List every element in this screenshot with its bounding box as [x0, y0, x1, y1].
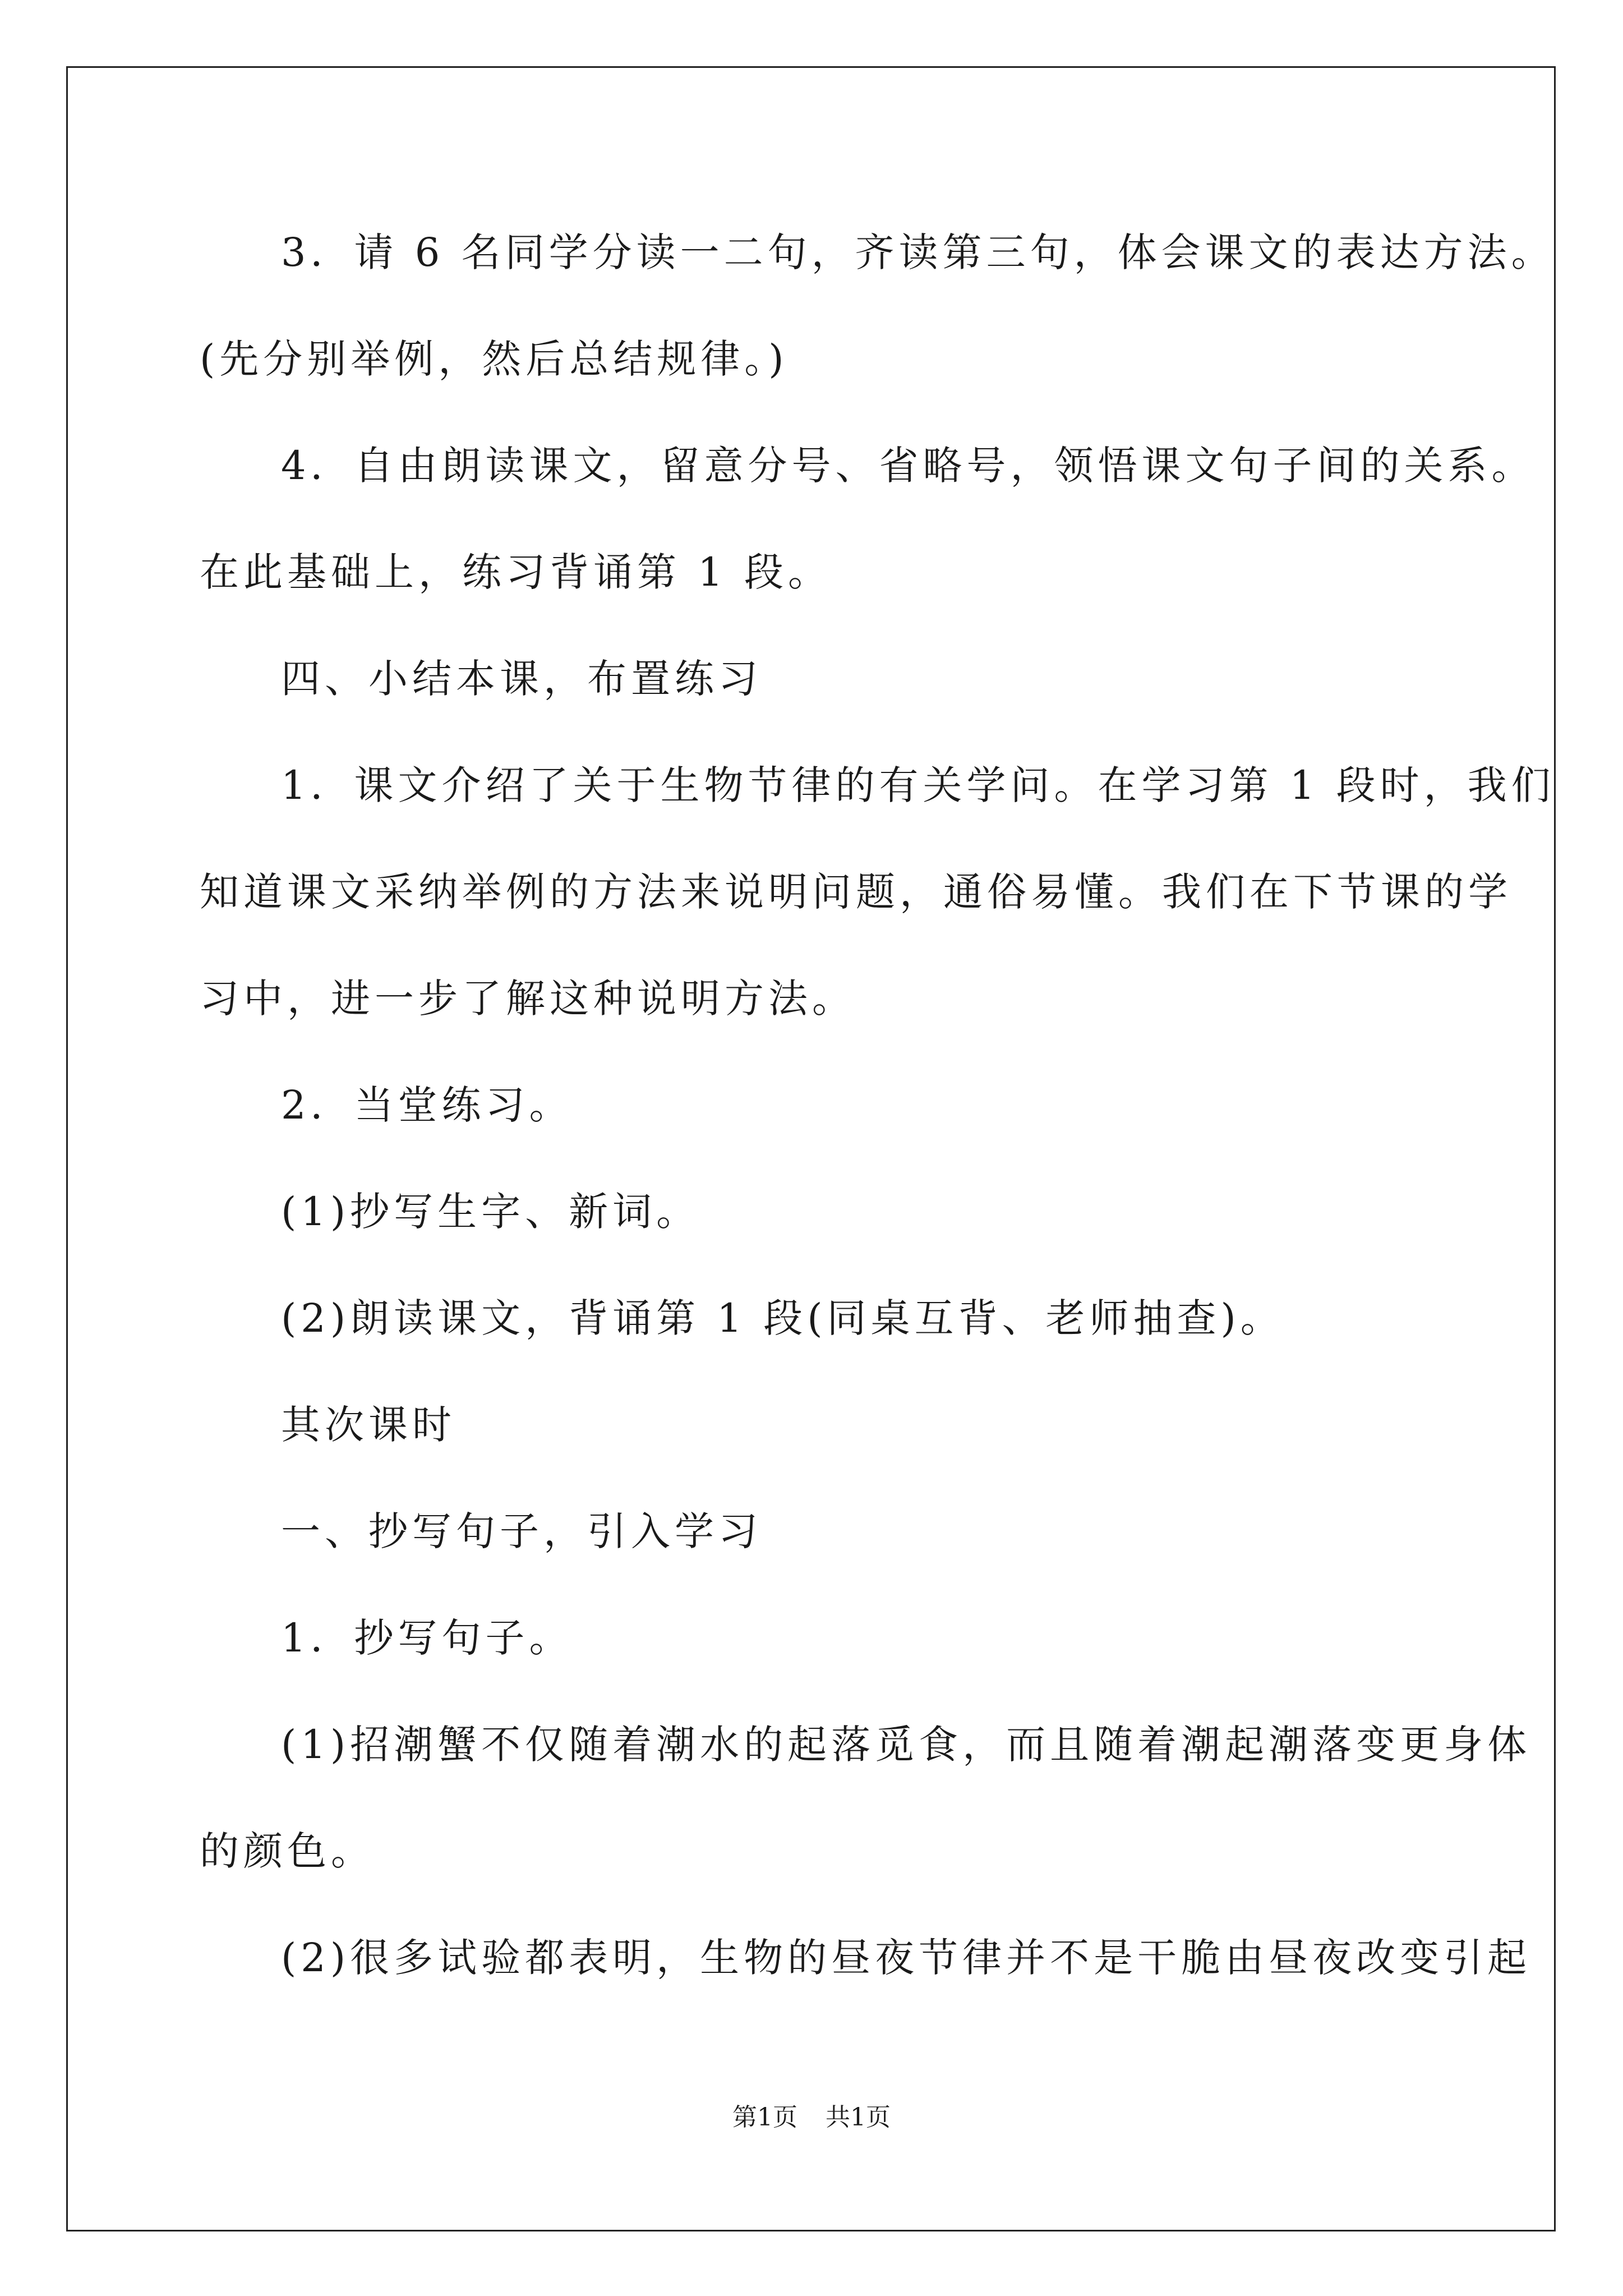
section-heading: 其次课时 [281, 1402, 456, 1448]
section-heading: 四、小结本课，布置练习 [281, 656, 762, 702]
paragraph-line: (1)抄写生字、新词。 [281, 1189, 700, 1235]
paragraph-line: 3．请 6 名同学分读一二句，齐读第三句，体会课文的表达方法。 [281, 229, 1555, 275]
page-total: 共1页 [826, 2103, 891, 2132]
paragraph-line: 1．课文介绍了关于生物节律的有关学问。在学习第 1 段时，我们 [281, 762, 1555, 808]
paragraph-line: (2)朗读课文，背诵第 1 段(同桌互背、老师抽查)。 [281, 1295, 1284, 1341]
paragraph-line: 在此基础上，练习背诵第 1 段。 [200, 549, 832, 595]
paragraph-line: 1．抄写句子。 [281, 1615, 573, 1661]
page-border [66, 66, 1556, 2231]
paragraph-line: 习中，进一步了解这种说明方法。 [200, 976, 856, 1022]
paragraph-line: 的颜色。 [200, 1828, 375, 1874]
page-footer [0, 2101, 1623, 2134]
paragraph-line: 4．自由朗读课文，留意分号、省略号，领悟课文句子间的关系。 [281, 443, 1536, 489]
paragraph-line: 知道课文采纳举例的方法来说明问题，通俗易懂。我们在下节课的学 [200, 869, 1512, 915]
page-number: 第1页 [732, 2103, 797, 2132]
paragraph-line: (1)招潮蟹不仅随着潮水的起落觅食，而且随着潮起潮落变更身体 [281, 1722, 1532, 1768]
paragraph-line: (2)很多试验都表明，生物的昼夜节律并不是干脆由昼夜改变引起 [281, 1935, 1532, 1981]
section-heading: 一、抄写句子，引入学习 [281, 1508, 762, 1554]
paragraph-line: (先分别举例，然后总结规律。) [200, 336, 789, 382]
paragraph-line: 2．当堂练习。 [281, 1082, 573, 1128]
